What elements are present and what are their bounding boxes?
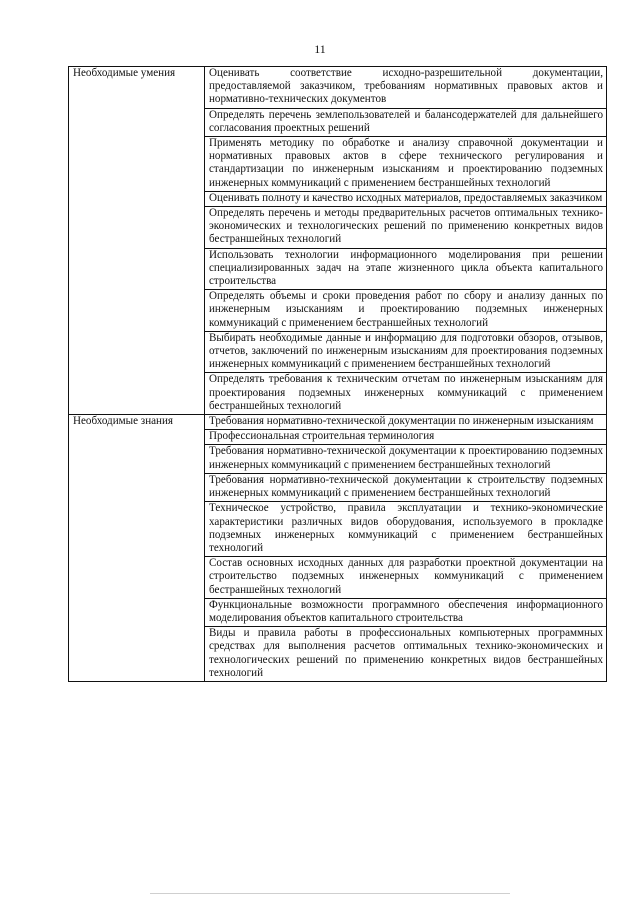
requirements-table-body	[69, 67, 607, 682]
requirement-item: Состав основных исходных данных для разработки проектной документации на строительство подземных инженерных коммуникаций с применением бестраншейных технологий	[205, 557, 607, 599]
requirement-item: Определять требования к техническим отчетам по инженерным изысканиям для проектирования подземных инженерных коммуникаций с применением бестраншейных технологий	[205, 373, 607, 415]
section-label: Необходимые знания	[69, 415, 205, 682]
requirement-item: Определять объемы и сроки проведения работ по сбору и анализу данных по инженерным изысканиям и проектированию подземных инженерных коммуникаций с применением бестраншейных технологий	[205, 290, 607, 332]
section-label: Необходимые умения	[69, 67, 205, 415]
requirement-item: Выбирать необходимые данные и информацию для подготовки обзоров, отзывов, отчетов, заключений по инженерным изысканиям для проектирования подземных инженерных коммуникаций с применением бестраншейных технологий	[205, 331, 607, 373]
requirement-item: Техническое устройство, правила эксплуатации и технико-экономические характеристики различных видов оборудования, используемого в прокладке подземных инженерных коммуникаций с применением бестраншейных технологий	[205, 502, 607, 557]
requirement-item: Определять перечень землепользователей и балансодержателей для дальнейшего согласования проектных решений	[205, 108, 607, 136]
requirements-table	[68, 66, 607, 682]
requirement-item: Требования нормативно-технической документации по инженерным изысканиям	[205, 415, 607, 430]
requirement-item: Применять методику по обработке и анализу справочной документации и нормативных правовых актов в сфере технического регулирования и стандартизации по инженерным изысканиям и проектированию подземных инженерных коммуникаций с применением бестраншейных технологий	[205, 137, 607, 192]
scan-artifact-line	[150, 893, 510, 894]
requirement-item: Требования нормативно-технической документации к проектированию подземных инженерных коммуникаций с применением бестраншейных технологий	[205, 445, 607, 473]
requirement-item: Оценивать полноту и качество исходных материалов, предоставляемых заказчиком	[205, 191, 607, 206]
page-number: 11	[314, 42, 326, 56]
requirement-item: Определять перечень и методы предварительных расчетов оптимальных технико-экономических и технологических решений по применению конкретных видов бестраншейных технологий	[205, 207, 607, 249]
requirement-item: Требования нормативно-технической документации к строительству подземных инженерных коммуникаций с применением бестраншейных технологий	[205, 473, 607, 501]
requirement-item: Профессиональная строительная терминология	[205, 430, 607, 445]
requirement-item: Виды и правила работы в профессиональных компьютерных программных средствах для выполнения расчетов оптимальных технико-экономических и технологических решений по применению конкретных видов бестраншейных технологий	[205, 627, 607, 682]
table-row	[69, 67, 607, 109]
requirement-item: Использовать технологии информационного моделирования при решении специализированных задач на этапе жизненного цикла объекта капитального строительства	[205, 248, 607, 290]
requirement-item: Оценивать соответствие исходно-разрешительной документации, предоставляемой заказчиком, требованиям нормативных правовых актов и нормативно-технических документов	[205, 67, 607, 109]
requirement-item: Функциональные возможности программного обеспечения информационного моделирования объектов капитального строительства	[205, 598, 607, 626]
table-row	[69, 415, 607, 430]
